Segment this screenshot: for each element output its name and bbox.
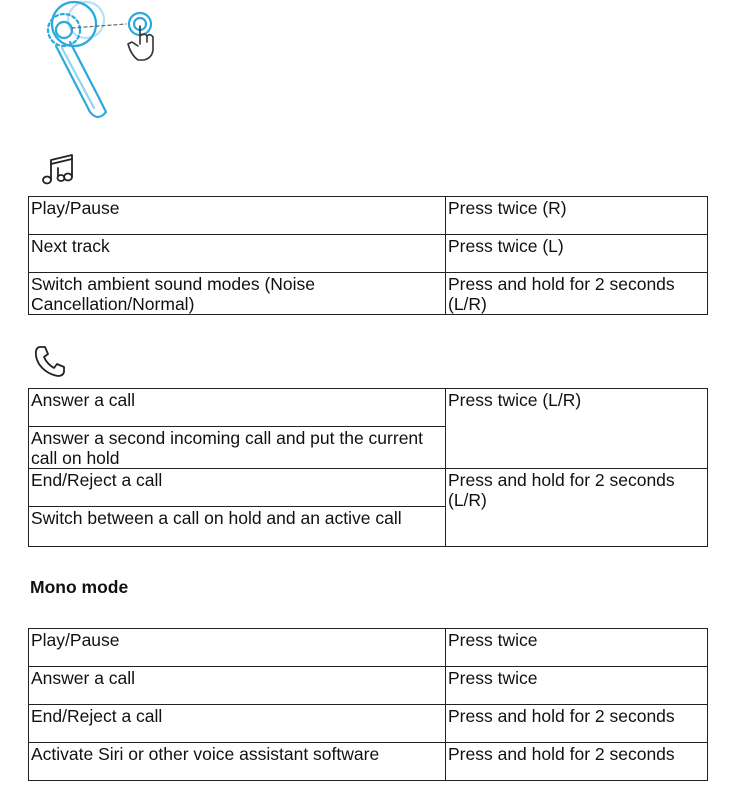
action-cell: Switch ambient sound modes (Noise Cancellation/Normal): [29, 273, 446, 315]
action-cell: End/Reject a call: [29, 469, 446, 507]
control-cell: Press and hold for 2 seconds: [446, 705, 708, 743]
table-row: [29, 389, 708, 427]
stereo-call-controls-table: [28, 388, 708, 547]
action-cell: End/Reject a call: [29, 705, 446, 743]
table-row: [29, 273, 708, 315]
table-row: [29, 743, 708, 781]
control-cell: Press twice (R): [446, 197, 708, 235]
action-cell: Next track: [29, 235, 446, 273]
action-cell: Play/Pause: [29, 197, 446, 235]
control-cell: Press twice: [446, 667, 708, 705]
table-row: [29, 629, 708, 667]
control-cell: Press twice: [446, 629, 708, 667]
action-cell: Play/Pause: [29, 629, 446, 667]
phone-icon: [32, 343, 68, 379]
action-cell: Answer a second incoming call and put the current call on hold: [29, 427, 446, 469]
action-cell: Switch between a call on hold and an active call: [29, 507, 446, 547]
action-cell: Answer a call: [29, 667, 446, 705]
earbud-double-tap-illustration: [28, 0, 168, 125]
action-cell: Answer a call: [29, 389, 446, 427]
section-heading: Mono mode: [30, 577, 129, 597]
table-row: [29, 667, 708, 705]
table-row: [29, 235, 708, 273]
action-cell: Activate Siri or other voice assistant software: [29, 743, 446, 781]
control-cell: Press twice (L): [446, 235, 708, 273]
table-row: [29, 705, 708, 743]
control-cell: Press twice (L/R): [446, 389, 708, 469]
table-row: [29, 197, 708, 235]
stereo-music-controls-table: [28, 196, 708, 315]
table-row: [29, 469, 708, 507]
mono-mode-controls-table: [28, 628, 708, 781]
control-cell: Press and hold for 2 seconds (L/R): [446, 273, 708, 315]
music-note-icon: [40, 152, 76, 188]
control-cell: Press and hold for 2 seconds (L/R): [446, 469, 708, 547]
control-cell: Press and hold for 2 seconds: [446, 743, 708, 781]
